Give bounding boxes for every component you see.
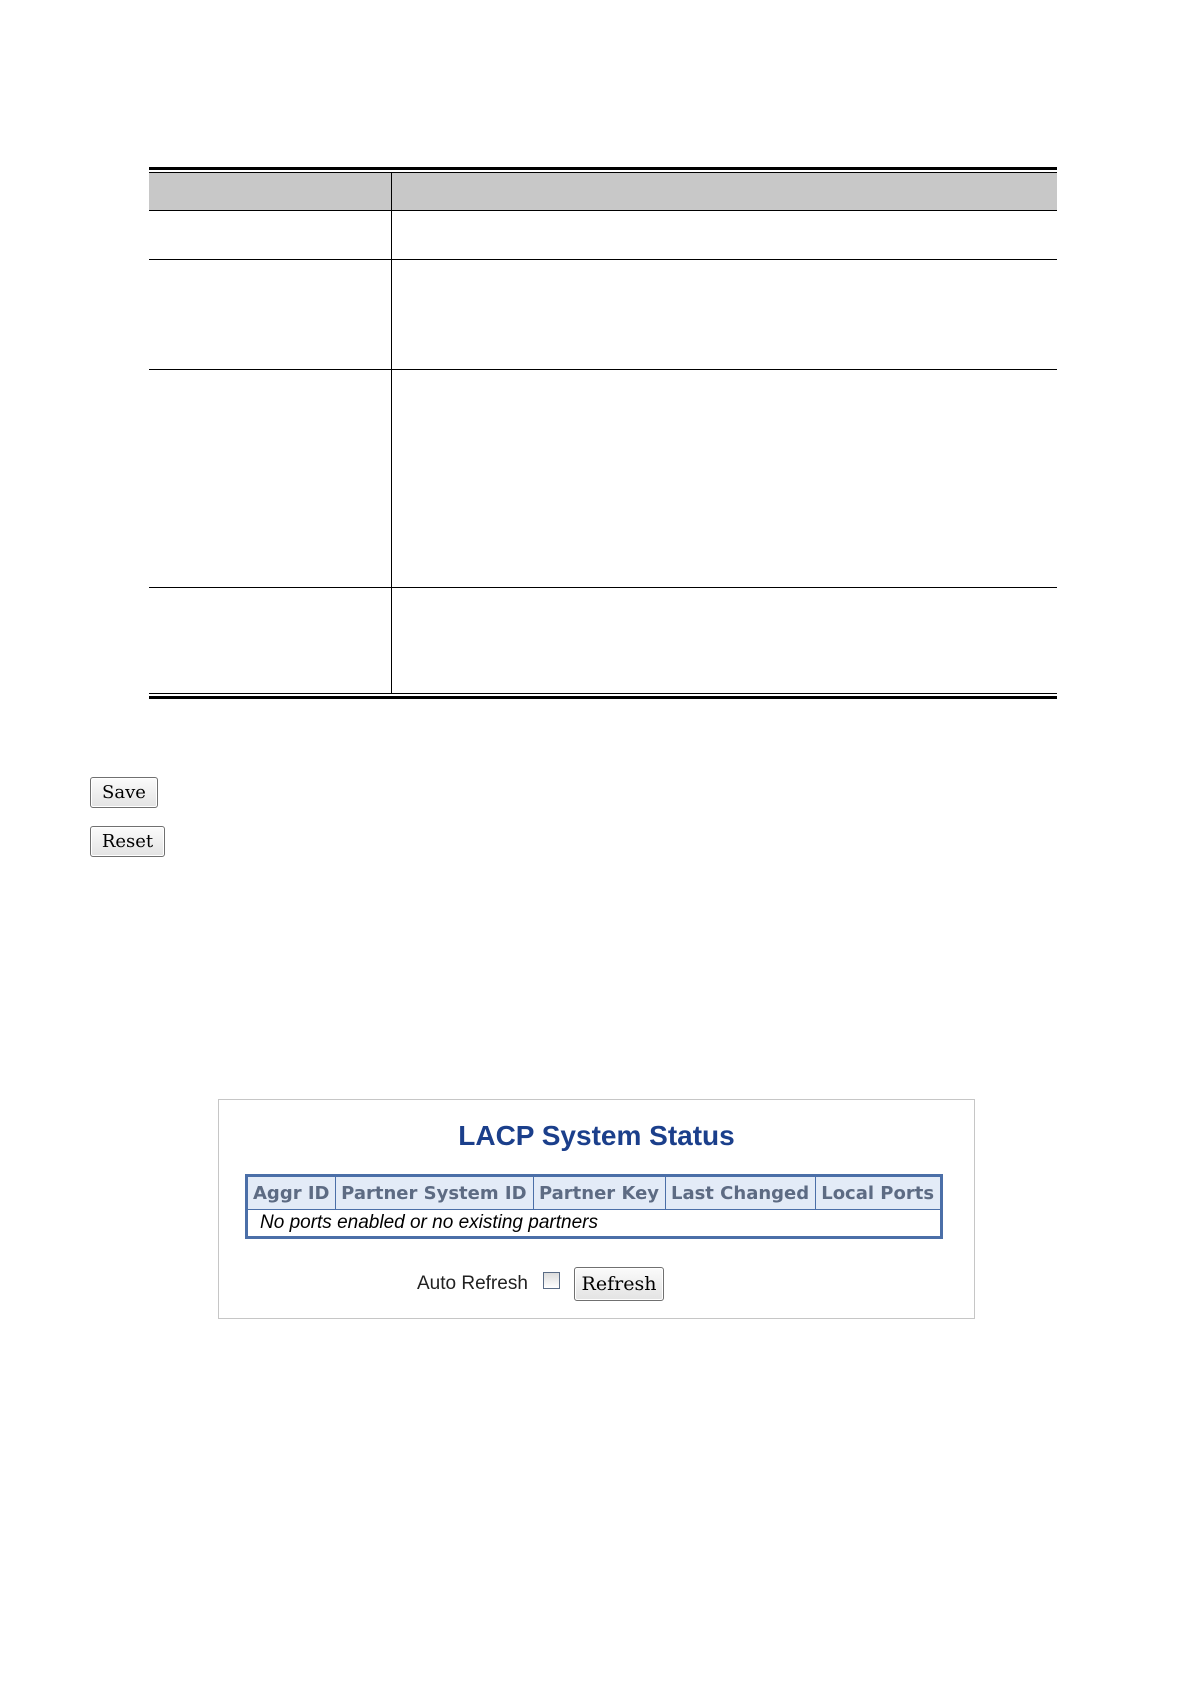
column-divider [391,173,392,693]
column-partner-key: Partner Key [533,1176,665,1210]
table-row-divider [149,369,1057,370]
parameter-description-table [149,167,1057,699]
column-last-changed: Last Changed [665,1176,815,1210]
lacp-system-status-panel [218,1099,975,1319]
table-header-row [247,1176,942,1210]
empty-message: No ports enabled or no existing partners [260,1212,598,1233]
reset-button[interactable]: Reset [90,826,165,857]
refresh-button[interactable]: Refresh [574,1267,664,1301]
table-bottom-rule [149,696,1057,699]
table-header-row [149,173,1057,211]
refresh-controls [219,1267,974,1301]
table-row-divider [149,587,1057,588]
table-top-rule [149,167,1057,170]
column-aggr-id: Aggr ID [247,1176,336,1210]
column-local-ports: Local Ports [816,1176,942,1210]
auto-refresh-label: Auto Refresh [417,1273,528,1294]
table-bottom-rule-thin [149,693,1057,694]
page-title: LACP System Status [458,1120,735,1151]
save-button[interactable]: Save [90,777,158,808]
column-partner-system-id: Partner System ID [336,1176,534,1210]
table-row-divider [149,259,1057,260]
lacp-status-table [245,1174,943,1239]
table-row [247,1210,942,1238]
auto-refresh-checkbox[interactable] [543,1272,560,1289]
